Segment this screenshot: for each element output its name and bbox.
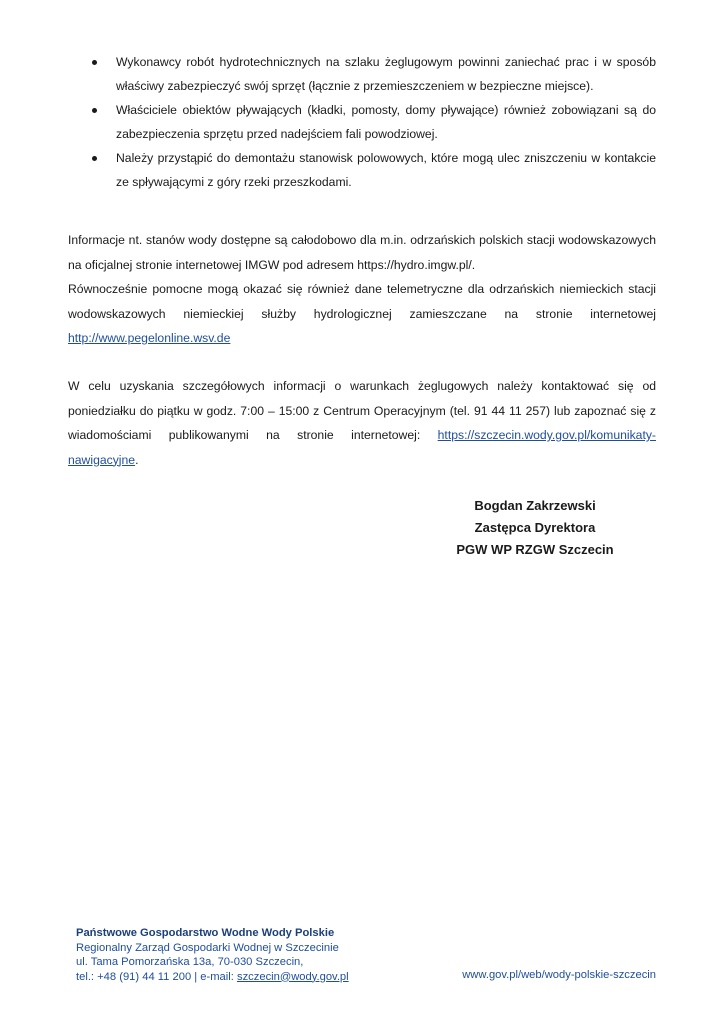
- bullet-icon: [92, 156, 97, 161]
- signature-block: [430, 495, 640, 561]
- footer-contact: [76, 926, 349, 984]
- signature-org: PGW WP RZGW Szczecin: [456, 542, 614, 557]
- list-item: Wykonawcy robót hydrotechnicznych na szlaku żeglugowym powinni zaniechać prac i w sposób właściwy zabezpieczyć swój sprzęt (łącznie z przemieszczeniem w bezpieczne miejsce).: [90, 50, 656, 98]
- email-link[interactable]: szczecin@wody.gov.pl: [236, 970, 349, 983]
- signature-role: Zastępca Dyrektora: [474, 520, 596, 535]
- bullet-list: [90, 50, 656, 194]
- footer-region: Regionalny Zarząd Gospodarki Wodnej w Szczecinie: [76, 941, 339, 954]
- list-item: Należy przystąpić do demontażu stanowisk polowowych, które mogą ulec zniszczeniu w kontakcie ze spływającymi z góry rzeki przeszkodami.: [90, 146, 656, 194]
- bullet-icon: [92, 60, 97, 65]
- footer-address: ul. Tama Pomorzańska 13a, 70-030 Szczecin,: [76, 956, 304, 968]
- signature-name: Bogdan Zakrzewski: [474, 498, 596, 513]
- footer-contact-line: tel.: +48 (91) 44 11 200 | e-mail: szczecin@wody.gov.pl: [76, 970, 349, 983]
- imgw-info-paragraph: Informacje nt. stanów wody dostępne są całodobowo dla m.in. odrzańskich polskich stacji wodowskazowych na oficjalnej stronie internetowej IMGW pod adresem https://hydro.imgw.pl/.: [68, 233, 656, 272]
- komunikaty-link[interactable]: https://szczecin.wody.gov.pl/komunikaty-nawigacyjne: [68, 428, 656, 467]
- contact-paragraph: W celu uzyskania szczegółowych informacji o warunkach żeglugowych należy kontaktować się od poniedziałku do piątku w godz. 7:00 – 15:00 z Centrum Operacyjnym (tel. 91 44 11 257) lub zapoznać się z wiadomościami publikowanymi na stronie internetowej: https://szczecin.wody.gov.pl/komunikaty-nawigacyjne.: [68, 379, 656, 467]
- pegelonline-paragraph: Równocześnie pomocne mogą okazać się również dane telemetryczne dla odrzańskich niemieckich stacji wodowskazowych niemieckiej służby hydrologicznej zamieszczane na stronie internetowej http://www.pegelonline.wsv.de: [68, 282, 656, 345]
- footer-org: Państwowe Gospodarstwo Wodne Wody Polskie: [76, 927, 335, 939]
- list-item: Właściciele obiektów pływających (kładki, pomosty, domy pływające) również zobowiązani są do zabezpieczenia sprzętu przed nadejściem fali powodziowej.: [90, 98, 656, 146]
- bullet-icon: [92, 108, 97, 113]
- footer-website: www.gov.pl/web/wody-polskie-szczecin: [462, 969, 656, 981]
- pegelonline-link[interactable]: http://www.pegelonline.wsv.de: [68, 331, 231, 345]
